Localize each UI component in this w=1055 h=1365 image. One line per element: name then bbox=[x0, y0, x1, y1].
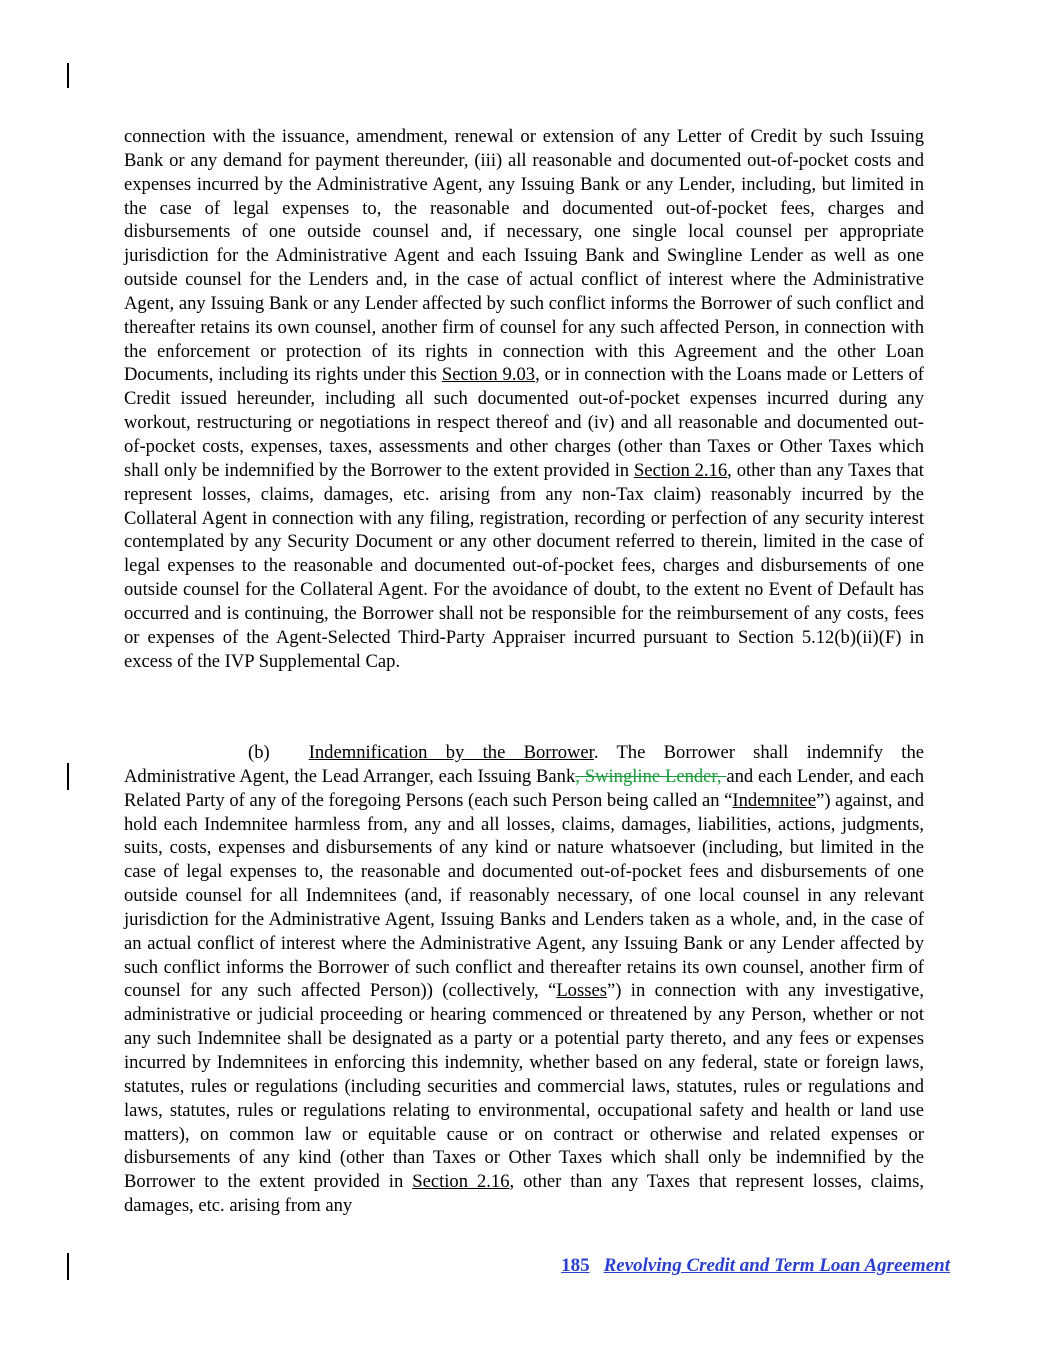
paragraph-b-text-4: ”) in connection with any investigative, administrative or judicial proceeding or hearing commenced or threatened by any Person, whether or not any such Indemnitee shall be designated as a party or a potential party thereto, and any fees or expenses incurred by Indemnitees in enforcing this indemnity, whether based on any federal, state or foreign laws, statutes, rules or regulations (including securities and commercial laws, statutes, rules or regulations and laws, statutes, rules or regulations relating to environmental, occupational safety and health or land use matters), on common law or equitable cause or on contract or otherwise and related expenses or disbursements of any kind (other than Taxes or Other Taxes which shall only be indemnified by the Borrower to the extent provided in bbox=[124, 980, 924, 1193]
paragraph-b-text-2: and each Lender, and each Related Party of any of the foregoing Persons (each such Person being called an “ bbox=[124, 765, 925, 811]
paragraph-a bbox=[124, 125, 924, 673]
paragraph-b-text-3: ”) against, and hold each Indemnitee harmless from, any and all losses, claims, damages, liabilities, actions, judgments, suits, costs, expenses and disbursements of any kind or nature whatsoever (including, but limited in the case of legal expenses to, the reasonable and documented out-of-pocket fees and disbursements of one outside counsel for all Indemnitees (and, if reasonably necessary, of one local counsel in any relevant jurisdiction for the Administrative Agent, Issuing Banks and Lenders taken as a whole, and, in the case of an actual conflict of interest where the Administrative Agent, any Issuing Bank or any Lender affected by such conflict informs the Borrower of such conflict and thereafter retains its own counsel, another firm of counsel for any such affected Person)) (collectively, “ bbox=[124, 789, 924, 1002]
page-number: 185 bbox=[561, 1255, 590, 1276]
section-2-16-reference-b: Section 2.16 bbox=[412, 1171, 510, 1193]
losses-term: Losses bbox=[556, 980, 607, 1002]
indemnitee-term: Indemnitee bbox=[732, 789, 817, 811]
paragraph-b-text-5: , other than any Taxes that represent losses, claims, damages, etc. arising from any bbox=[124, 1171, 925, 1217]
deleted-swingline-lender: , Swingline Lender, bbox=[575, 765, 727, 787]
page-footer bbox=[561, 1255, 950, 1277]
change-bar-bottom bbox=[67, 1253, 69, 1280]
paragraph-a-text-2: , or in connection with the Loans made or Letters of Credit issued hereunder, including all such documented out-of-pocket expenses incurred during any workout, restructuring or negotiations in respect thereof and (iv) and all reasonable and documented out-of-pocket costs, expenses, taxes, assessments and other charges (other than Taxes or Other Taxes which shall only be indemnified by the Borrower to the extent provided in bbox=[124, 364, 924, 481]
paragraph-b-marker: (b) bbox=[248, 742, 270, 763]
section-9-03-reference: Section 9.03 bbox=[441, 364, 536, 386]
paragraph-a-text-1: connection with the issuance, amendment, renewal or extension of any Letter of Credit by such Issuing Bank or any demand for payment thereunder, (iii) all reasonable and documented out-of-pocket costs and expenses incurred by the Administrative Agent, any Issuing Bank or any Lender, including, but limited in the case of legal expenses to, the reasonable and documented out-of-pocket fees, charges and disbursements of one outside counsel and, if necessary, one single local counsel per appropriate jurisdiction for the Administrative Agent and each Issuing Bank and Swingline Lender as well as one outside counsel for the Lenders and, in the case of actual conflict of interest where the Administrative Agent, any Issuing Bank or any Lender affected by such conflict informs the Borrower of such conflict and thereafter retains its own counsel, another firm of counsel for any such affected Person, in connection with the enforcement or protection of its rights in connection with this Agreement and the other Loan Documents, including its rights under this bbox=[124, 126, 924, 386]
indemnification-heading: Indemnification by the Borrower bbox=[308, 742, 594, 763]
paragraph-a-text-3: , other than any Taxes that represent losses, claims, damages, etc. arising from any non-Tax claim) reasonably incurred by the Collateral Agent in connection with any filing, registration, recording or perfection of any security interest contemplated by any Security Document or any other document referred to therein, limited in the case of legal expenses to the reasonable and documented out-of-pocket fees, charges and disbursements of one outside counsel for the Collateral Agent. For the avoidance of doubt, to the extent no Event of Default has occurred and is continuing, the Borrower shall not be responsible for the reimbursement of any costs, fees or expenses of the Agent-Selected Third-Party Appraiser incurred pursuant to Section 5.12(b)(ii)(F) in excess of the IVP Supplemental Cap. bbox=[124, 459, 924, 672]
paragraph-b bbox=[124, 741, 924, 1218]
change-bar-top bbox=[67, 63, 69, 88]
document-title: Revolving Credit and Term Loan Agreement bbox=[603, 1255, 950, 1276]
change-bar-middle bbox=[67, 763, 69, 790]
paragraph-b-text-1: . The Borrower shall indemnify the Administrative Agent, the Lead Arranger, each Issuing Bank bbox=[124, 742, 925, 787]
section-2-16-reference: Section 2.16 bbox=[633, 459, 728, 481]
